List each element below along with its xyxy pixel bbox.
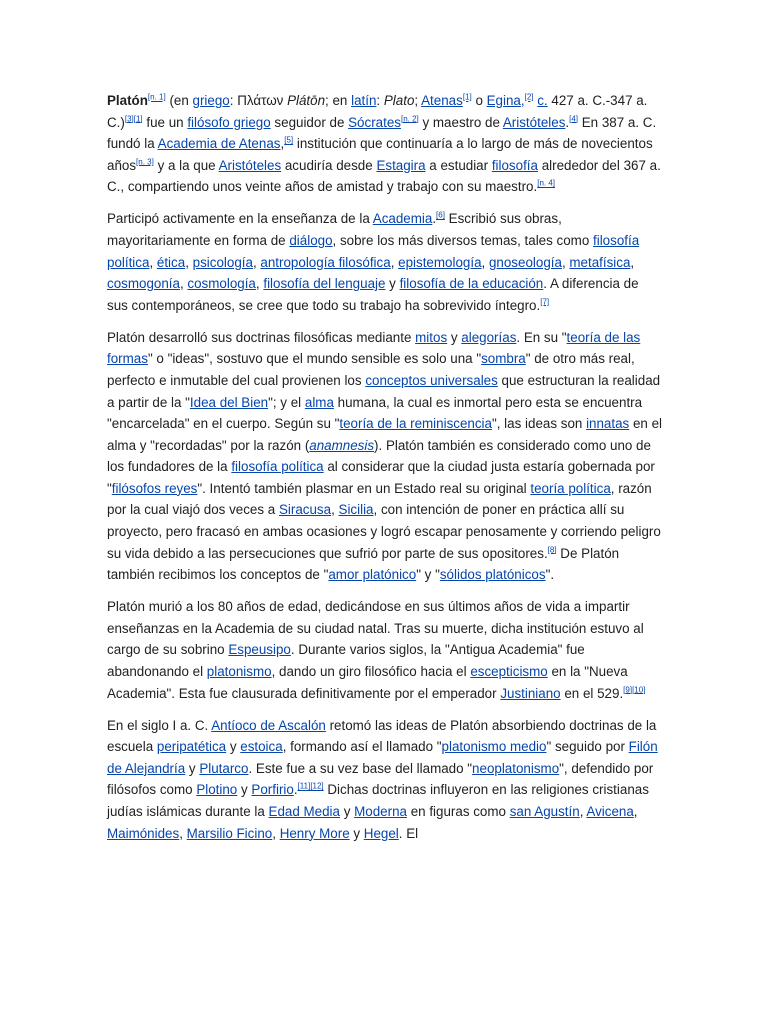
article-body — [107, 90, 663, 855]
wiki-link[interactable]: filosofía del lenguaje — [263, 276, 386, 292]
body-text: en la "Nueva Academia". Esta fue clausurada definitivamente por el emperador — [107, 664, 628, 701]
body-text: , — [579, 803, 587, 819]
body-text: Participó activamente en la enseñanza de la — [107, 211, 373, 227]
body-text: Dichas doctrinas influyeron en las religiones cristianas judías islámicas durante la — [107, 782, 649, 819]
italic-text — [287, 93, 325, 108]
wiki-link[interactable]: neoplatonismo — [472, 760, 560, 776]
body-text: . Este fue a su vez base del llamado " — [248, 760, 473, 776]
body-text: , razón por la cual viajó dos veces a — [107, 480, 652, 518]
wiki-link[interactable]: Henry More — [279, 825, 350, 841]
wiki-link[interactable]: diálogo — [289, 232, 333, 248]
body-text: y a la que — [153, 157, 219, 173]
body-text: " y " — [416, 567, 440, 583]
wiki-link[interactable]: metafísica — [569, 254, 631, 270]
citation-marker — [463, 93, 472, 102]
body-text: , con intención de poner en práctica allí su proyecto, pero fracasó en ambas ocasiones y logró escapar penosamente y corriendo peligro su vida debido a las persecuciones que sufrió por parte de sus opositores. — [107, 502, 661, 561]
wiki-link[interactable]: filósofo griego — [187, 114, 271, 130]
reference-link[interactable]: [11][12] — [297, 781, 324, 791]
body-text: " o "ideas", sostuvo que el mundo sensible es solo una " — [147, 351, 482, 367]
body-text: , — [481, 254, 489, 270]
citation-marker — [548, 545, 557, 554]
wiki-link[interactable]: Plutarco — [199, 760, 249, 776]
wiki-link[interactable]: Academia de Atenas — [157, 136, 281, 152]
body-text: , — [272, 825, 280, 841]
wiki-link[interactable]: san Agustín — [509, 803, 580, 819]
reference-link[interactable]: [5] — [284, 135, 294, 145]
wiki-link[interactable]: filósofos reyes — [111, 480, 198, 496]
wiki-link[interactable]: filosofía política — [107, 232, 640, 270]
wiki-link[interactable]: mitos — [415, 329, 448, 345]
body-text: ; — [414, 93, 422, 108]
wiki-link[interactable]: anamnesis — [309, 437, 375, 453]
paragraph — [107, 596, 663, 704]
body-text: en el alma y "recordadas" por la razón ( — [107, 416, 663, 453]
reference-link[interactable]: [6] — [436, 210, 445, 220]
wiki-link[interactable]: platonismo — [206, 664, 272, 680]
body-text: ". Intentó también plasmar en un Estado real su original — [197, 480, 531, 496]
body-text: En 387 a. C. fundó la — [107, 114, 657, 152]
body-text: en figuras como — [406, 803, 510, 819]
body-text: a estudiar — [425, 157, 492, 173]
body-text: y — [185, 760, 200, 776]
wiki-link[interactable]: Aristóteles — [502, 114, 566, 130]
body-text: , — [390, 254, 399, 270]
body-text: y — [226, 739, 241, 755]
body-text: . — [432, 211, 437, 227]
body-text: " seguido por — [546, 739, 629, 755]
body-text: : — [376, 93, 384, 108]
wiki-link[interactable]: antropología filosófica — [260, 254, 391, 270]
citation-marker — [436, 211, 445, 220]
wiki-link[interactable]: alegorías — [461, 329, 517, 345]
paragraph — [107, 715, 663, 845]
body-text: y — [237, 782, 252, 798]
wiki-link[interactable]: filosofía — [491, 157, 538, 173]
body-text: , — [630, 254, 635, 270]
body-text: , — [252, 254, 261, 270]
citation-marker — [401, 114, 419, 123]
reference-link[interactable]: [n. 1] — [147, 92, 166, 102]
body-text: al considerar que la ciudad justa estaría gobernada por " — [107, 459, 655, 496]
body-text: ", defendido por filósofos como — [107, 760, 654, 798]
wiki-link[interactable]: Idea del Bien — [189, 394, 269, 410]
reference-link[interactable]: [3][1] — [124, 114, 143, 124]
wiki-link[interactable]: Filón de Alejandría — [107, 739, 658, 776]
wiki-link[interactable]: Marsilio Ficino — [186, 825, 273, 841]
wiki-link[interactable]: teoría de las formas — [107, 329, 641, 367]
body-text: , sobre los más diversos temas, tales como — [332, 232, 594, 248]
wiki-link[interactable]: epistemología — [398, 254, 482, 270]
wiki-link[interactable]: Avicena — [586, 803, 634, 819]
wiki-link[interactable]: Sicilia — [338, 502, 374, 518]
wiki-link[interactable]: Porfirio — [251, 782, 294, 798]
body-text: , — [185, 254, 193, 270]
wiki-link[interactable]: cosmogonía — [107, 276, 180, 292]
body-text: Escribió sus obras, mayoritariamente en forma de — [107, 211, 562, 248]
citation-marker — [125, 114, 143, 123]
wiki-link[interactable]: sólidos platónicos — [439, 567, 546, 583]
body-text: . — [293, 782, 298, 798]
body-text: . Durante varios siglos, la "Antigua Academia" fue abandonando el — [107, 642, 585, 680]
wiki-link[interactable]: Edad Media — [268, 803, 340, 819]
body-text: alrededor del 367 a. C., compartiendo unos veinte años de amistad y trabajo con su maestro. — [107, 157, 661, 195]
paragraph — [107, 208, 663, 316]
wiki-link[interactable]: peripatética — [156, 739, 227, 755]
body-text: , — [149, 254, 157, 270]
body-text: . El — [398, 825, 419, 841]
body-text: , — [280, 136, 285, 152]
wiki-link[interactable]: Maimónides — [107, 825, 180, 841]
body-text: ", las ideas son — [491, 416, 587, 432]
wiki-link[interactable]: innatas — [586, 416, 630, 432]
wiki-link[interactable]: latín — [351, 93, 377, 108]
wiki-link[interactable]: griego — [192, 93, 230, 108]
body-text: , — [179, 825, 187, 841]
citation-marker — [284, 136, 293, 145]
body-text: Plato — [383, 93, 415, 108]
wiki-link[interactable]: sombra — [481, 351, 526, 367]
body-text: , — [331, 502, 339, 518]
body-text: 427 a. C.-347 a. C.) — [107, 93, 648, 130]
wiki-link[interactable]: Academia — [372, 211, 433, 227]
body-text: . A diferencia de sus contemporáneos, se cree que todo su trabajo ha sobrevivido íntegro. — [107, 276, 639, 313]
body-text: , — [633, 803, 638, 819]
body-text: , dando un giro filosófico hacia el — [271, 664, 471, 680]
body-text: , — [179, 276, 188, 292]
body-text: en el 529. — [560, 685, 624, 701]
body-text: seguidor de — [270, 114, 349, 130]
body-text: Platón desarrolló sus doctrinas filosóficas mediante — [107, 329, 416, 345]
body-text: , — [255, 276, 264, 292]
citation-marker — [537, 179, 555, 188]
wiki-link[interactable]: Justiniano — [500, 685, 561, 701]
body-text: ). Platón también es considerado como uno de los fundadores de la — [107, 437, 651, 475]
reference-link[interactable]: [n. 2] — [400, 114, 419, 124]
body-text: "; y el — [268, 394, 305, 410]
citation-marker — [623, 685, 645, 694]
body-text: . — [565, 114, 570, 130]
wiki-link[interactable]: Egina — [486, 93, 521, 108]
body-text: En el siglo I a. C. — [107, 717, 212, 733]
wiki-link[interactable]: conceptos universales — [365, 372, 498, 388]
wiki-link[interactable]: Espeusipo — [228, 642, 291, 658]
reference-link[interactable]: [8] — [547, 545, 557, 555]
wiki-link[interactable]: Antíoco de Ascalón — [211, 717, 326, 733]
paragraph — [107, 327, 663, 586]
italic-text — [384, 93, 415, 108]
wiki-link[interactable]: Hegel — [363, 825, 399, 841]
reference-link[interactable]: [1] — [462, 92, 472, 102]
body-text: ". — [545, 567, 555, 583]
wiki-link[interactable]: Plotino — [196, 782, 238, 798]
wiki-link[interactable]: c. — [537, 93, 548, 108]
body-text: que estructuran la realidad a partir de la " — [107, 372, 661, 410]
wiki-link[interactable]: amor platónico — [328, 567, 417, 583]
body-text: humana, la cual es inmortal pero esta se encuentra "encarcelada" en el cuerpo. Según su " — [107, 394, 643, 432]
citation-marker — [525, 93, 534, 102]
wiki-link[interactable]: filosofía política — [231, 459, 324, 475]
reference-link[interactable]: [n. 4] — [537, 178, 556, 188]
wiki-link[interactable]: Sócrates — [348, 114, 401, 130]
body-text: : Πλάτων — [229, 93, 288, 108]
wiki-link[interactable]: psicología — [192, 254, 253, 270]
body-text: y maestro de — [418, 114, 503, 130]
wiki-link[interactable]: estoica — [240, 739, 283, 755]
wiki-link[interactable]: Estagira — [376, 157, 426, 173]
article-title: Platón — [107, 93, 148, 108]
reference-link[interactable]: [2] — [524, 92, 534, 102]
reference-link[interactable]: [7] — [540, 297, 550, 307]
wiki-link[interactable]: Siracusa — [278, 502, 332, 518]
reference-link[interactable]: [n. 3] — [136, 157, 154, 167]
body-text: institución que continuaría a lo largo de más de novecientos años — [107, 136, 653, 173]
body-text: . En su " — [516, 329, 567, 345]
wiki-link[interactable]: Atenas — [421, 93, 463, 108]
body-text: Plátōn — [287, 93, 326, 108]
citation-marker — [298, 782, 324, 791]
body-text: y — [385, 276, 400, 292]
citation-marker — [136, 157, 154, 166]
body-text: ; en — [325, 93, 352, 108]
body-text: , formando así el llamado " — [282, 739, 442, 755]
body-text: " de otro más real, perfecto e inmutable del cual provienen los — [107, 351, 635, 388]
citation-marker — [540, 297, 549, 306]
body-text: y — [339, 803, 355, 819]
body-text: y — [349, 825, 364, 841]
body-text: , — [561, 254, 570, 270]
wiki-link[interactable]: ética — [156, 254, 186, 270]
italic-text — [309, 438, 374, 453]
wiki-link[interactable]: teoría de la reminiscencia — [339, 416, 492, 432]
body-text: fue un — [142, 114, 188, 130]
body-text: (en — [165, 93, 193, 108]
wiki-link[interactable]: escepticismo — [470, 664, 548, 680]
body-text: y — [447, 329, 462, 345]
wiki-link[interactable]: , — [520, 93, 525, 108]
citation-marker — [569, 114, 578, 123]
paragraph — [107, 90, 663, 198]
wiki-link[interactable]: Moderna — [354, 803, 407, 819]
bold-text — [107, 93, 148, 108]
body-text: De Platón también recibimos los conceptos de " — [107, 545, 620, 583]
body-text: o — [471, 93, 487, 108]
wiki-link[interactable]: cosmología — [187, 276, 256, 292]
wiki-link[interactable]: platonismo medio — [441, 739, 547, 755]
wiki-link[interactable]: gnoseología — [488, 254, 562, 270]
citation-marker — [148, 93, 166, 102]
reference-link[interactable]: [9][10] — [623, 685, 646, 695]
reference-link[interactable]: [4] — [569, 114, 579, 124]
wiki-link[interactable]: filosofía de la educación — [399, 276, 544, 292]
body-text: retomó las ideas de Platón absorbiendo doctrinas de la escuela — [107, 717, 657, 755]
body-text: acudiría desde — [281, 157, 377, 173]
wiki-link[interactable]: teoría política — [530, 480, 611, 496]
body-text: Platón murió a los 80 años de edad, dedicándose en sus últimos años de vida a impartir enseñanzas en la Academia de su ciudad natal. Tras su muerte, dicha institución estuvo al cargo de su sobrino — [107, 599, 644, 658]
wiki-link[interactable]: alma — [304, 394, 334, 410]
wiki-link[interactable]: Aristóteles — [218, 157, 282, 173]
